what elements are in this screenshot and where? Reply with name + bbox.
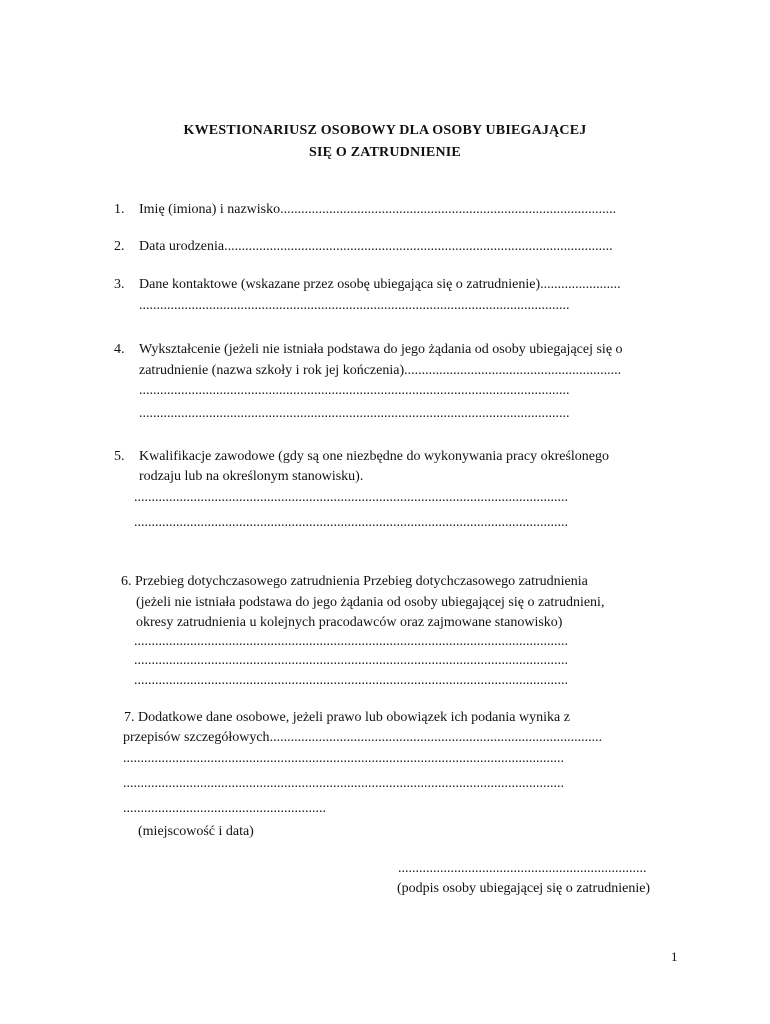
q7-line-1: 7. Dodatkowe dane osobowe, jeżeli prawo lub obowiązek ich podania wynika z <box>124 710 570 725</box>
q2-label: Data urodzenia <box>139 239 225 254</box>
q1-label: Imię (imiona) i nazwisko <box>139 202 281 217</box>
q2-number: 2. <box>114 239 125 254</box>
signature-line: ....................................................................... <box>398 861 647 876</box>
q4-fill-line-1: ........................................................................................................................... <box>139 383 570 398</box>
q7-fill-line-2: .............................................................................................................................. <box>123 776 564 791</box>
q7-line-2-text: przepisów szczegółowych <box>123 730 270 745</box>
q3-dots: ....................... <box>540 277 621 292</box>
q5-fill-line-2: ............................................................................................................................ <box>134 515 568 530</box>
q4-number: 4. <box>114 342 125 357</box>
q6-line-1: 6. Przebieg dotychczasowego zatrudnienia Przebieg dotychczasowego zatrudnienia <box>121 574 588 589</box>
document-title-line-1: KWESTIONARIUSZ OSOBOWY DLA OSOBY UBIEGAJĄCEJ <box>183 123 587 138</box>
q5-fill-line-1: ............................................................................................................................ <box>134 490 568 505</box>
q2-dots: ............................................................................................................... <box>224 239 613 254</box>
q5-line-1: Kwalifikacje zawodowe (gdy są one niezbędne do wykonywania pracy określonego <box>139 449 609 464</box>
q3-fill-line: ........................................................................................................................... <box>139 298 570 313</box>
q6-fill-line-2: ............................................................................................................................ <box>134 653 568 668</box>
q5-line-2: rodzaju lub na określonym stanowisku). <box>139 469 364 484</box>
q7-line-2-dots: ............................................................................................... <box>269 730 603 745</box>
q3-number: 3. <box>114 277 125 292</box>
q6-fill-line-1: ............................................................................................................................ <box>134 634 568 649</box>
q4-line-2-dots: .............................................................. <box>404 363 622 378</box>
q7-line-2 <box>123 729 663 747</box>
q6-line-3: okresy zatrudnienia u kolejnych pracodawców oraz zajmowane stanowisko) <box>136 615 563 630</box>
q4-line-2 <box>139 362 679 380</box>
q5-number: 5. <box>114 449 125 464</box>
q4-line-2-text: zatrudnienie (nazwa szkoły i rok jej kończenia) <box>139 363 405 378</box>
q1-number: 1. <box>114 202 125 217</box>
place-date-label: (miejscowość i data) <box>138 824 254 839</box>
q1-dots: ................................................................................................ <box>280 202 617 217</box>
q1-field <box>139 201 679 219</box>
signature-label: (podpis osoby ubiegającej się o zatrudnienie) <box>397 881 651 896</box>
q6-line-2: (jeżeli nie istniała podstawa do jego żądania od osoby ubiegającej się o zatrudnieni, <box>136 595 605 610</box>
document-title-line-2: SIĘ O ZATRUDNIENIE <box>309 145 461 160</box>
page-number: 1 <box>671 949 678 964</box>
q4-line-1: Wykształcenie (jeżeli nie istniała podstawa do jego żądania od osoby ubiegającej się o <box>139 342 623 357</box>
q2-field <box>139 238 679 256</box>
q3-label: Dane kontaktowe (wskazane przez osobę ubiegająca się o zatrudnienie) <box>139 277 541 292</box>
q7-fill-line-3: .......................................................... <box>123 801 326 816</box>
q7-fill-line-1: .............................................................................................................................. <box>123 751 564 766</box>
q4-fill-line-2: ........................................................................................................................... <box>139 406 570 421</box>
q6-fill-line-3: ............................................................................................................................ <box>134 673 568 688</box>
q3-field <box>139 276 679 294</box>
